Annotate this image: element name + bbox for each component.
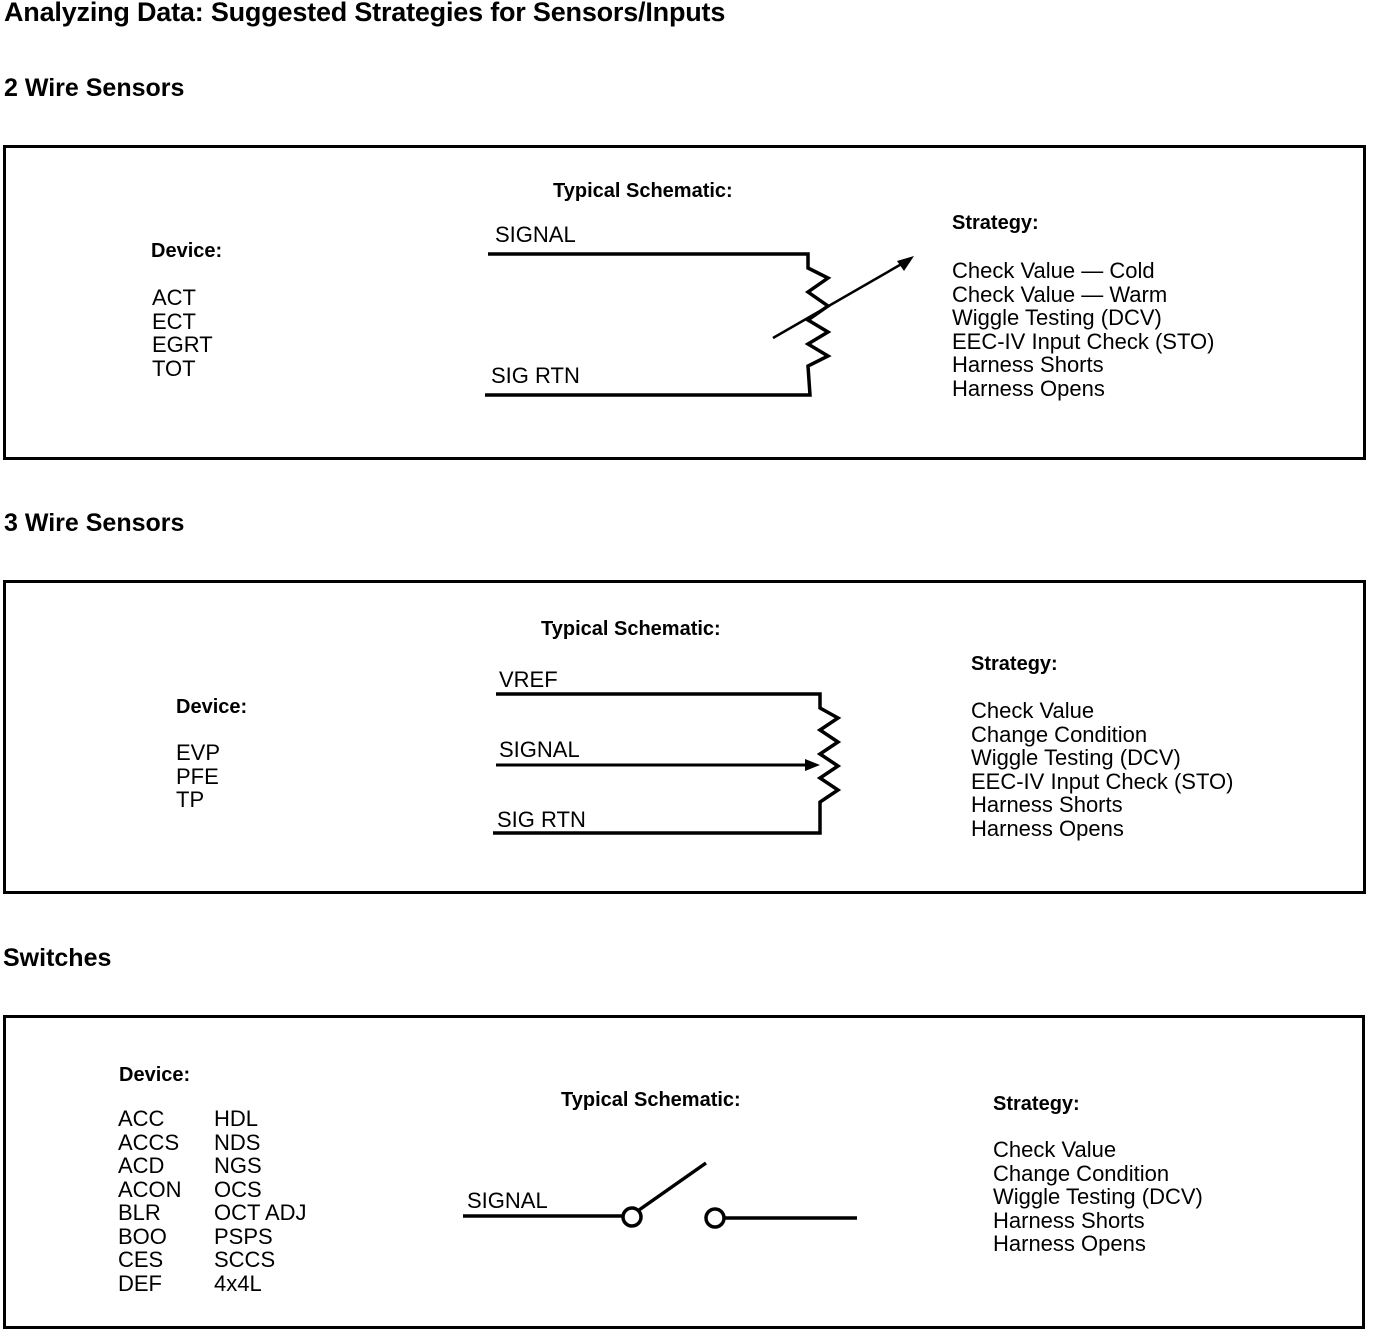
wire-label-vref: VREF [499, 667, 558, 692]
two-wire-schematic-label: Typical Schematic: [553, 180, 733, 202]
device-item: BOO [118, 1223, 167, 1249]
three-wire-strategy-label: Strategy: [971, 653, 1058, 675]
wire-label-sig-rtn: SIG RTN [497, 807, 586, 832]
switches-device-label: Device: [119, 1064, 191, 1086]
strategy-item: Harness Opens [952, 375, 1105, 401]
strategy-item: Change Condition [993, 1160, 1170, 1186]
three-wire-schematic-label: Typical Schematic: [541, 618, 721, 640]
wire-label-signal: SIGNAL [467, 1188, 548, 1213]
strategy-item: Wiggle Testing (DCV) [952, 305, 1162, 330]
device-item: HDL [214, 1106, 259, 1131]
strategy-item: Harness Opens [993, 1231, 1146, 1256]
two-wire-strategy-label: Strategy: [952, 212, 1039, 234]
device-item: EGRT [152, 332, 213, 357]
device-item: PSPS [214, 1223, 273, 1249]
device-item: OCT ADJ [214, 1200, 307, 1225]
strategy-item: Wiggle Testing (DCV) [993, 1184, 1203, 1209]
strategy-item: Check Value [971, 698, 1095, 723]
strategy-item: Harness Shorts [952, 352, 1104, 377]
device-item: OCS [214, 1176, 262, 1202]
device-item: TOT [152, 355, 196, 381]
device-item: ACON [118, 1176, 182, 1202]
strategy-item: EEC-IV Input Check (STO) [952, 328, 1215, 354]
device-item: ACC [118, 1106, 165, 1131]
strategy-item: Wiggle Testing (DCV) [971, 745, 1181, 770]
section-heading-switches: Switches [3, 944, 112, 972]
device-item: SCCS [214, 1247, 276, 1272]
strategy-item: Harness Opens [971, 815, 1124, 841]
switch-icon [463, 1163, 857, 1227]
device-item: ACT [152, 285, 196, 310]
section-heading-two-wire: 2 Wire Sensors [4, 74, 185, 102]
switches-strategy-label: Strategy: [993, 1093, 1080, 1115]
strategy-item: Check Value — Cold [952, 258, 1155, 283]
device-item: CES [118, 1247, 164, 1272]
device-item: TP [176, 787, 205, 812]
device-item: EVP [176, 740, 221, 765]
switches-schematic-label: Typical Schematic: [561, 1089, 741, 1111]
device-item: NGS [214, 1153, 262, 1178]
strategy-item: Check Value [993, 1137, 1117, 1162]
strategy-item: Change Condition [971, 721, 1148, 747]
two-wire-device-label: Device: [151, 240, 223, 262]
section-heading-three-wire: 3 Wire Sensors [4, 509, 185, 537]
strategy-item: EEC-IV Input Check (STO) [971, 768, 1234, 794]
strategy-item: Harness Shorts [993, 1207, 1145, 1233]
wire-label-sig-rtn: SIG RTN [491, 363, 580, 388]
device-item: 4x4L [214, 1270, 262, 1296]
strategy-item: Harness Shorts [971, 792, 1123, 817]
switches-strategy-list [993, 1138, 1203, 1256]
page-title: Analyzing Data: Suggested Strategies for Sensors/Inputs [4, 0, 726, 27]
device-item: NDS [214, 1129, 261, 1155]
device-item: PFE [176, 763, 219, 789]
three-wire-device-label: Device: [176, 696, 248, 718]
strategy-item: Check Value — Warm [952, 281, 1168, 307]
wire-label-signal: SIGNAL [499, 737, 580, 762]
device-item: ACD [118, 1153, 165, 1178]
wire-label-signal: SIGNAL [495, 222, 576, 247]
device-item: DEF [118, 1270, 162, 1296]
device-item: ECT [152, 308, 196, 334]
device-item: BLR [118, 1200, 161, 1225]
device-item: ACCS [118, 1129, 180, 1155]
